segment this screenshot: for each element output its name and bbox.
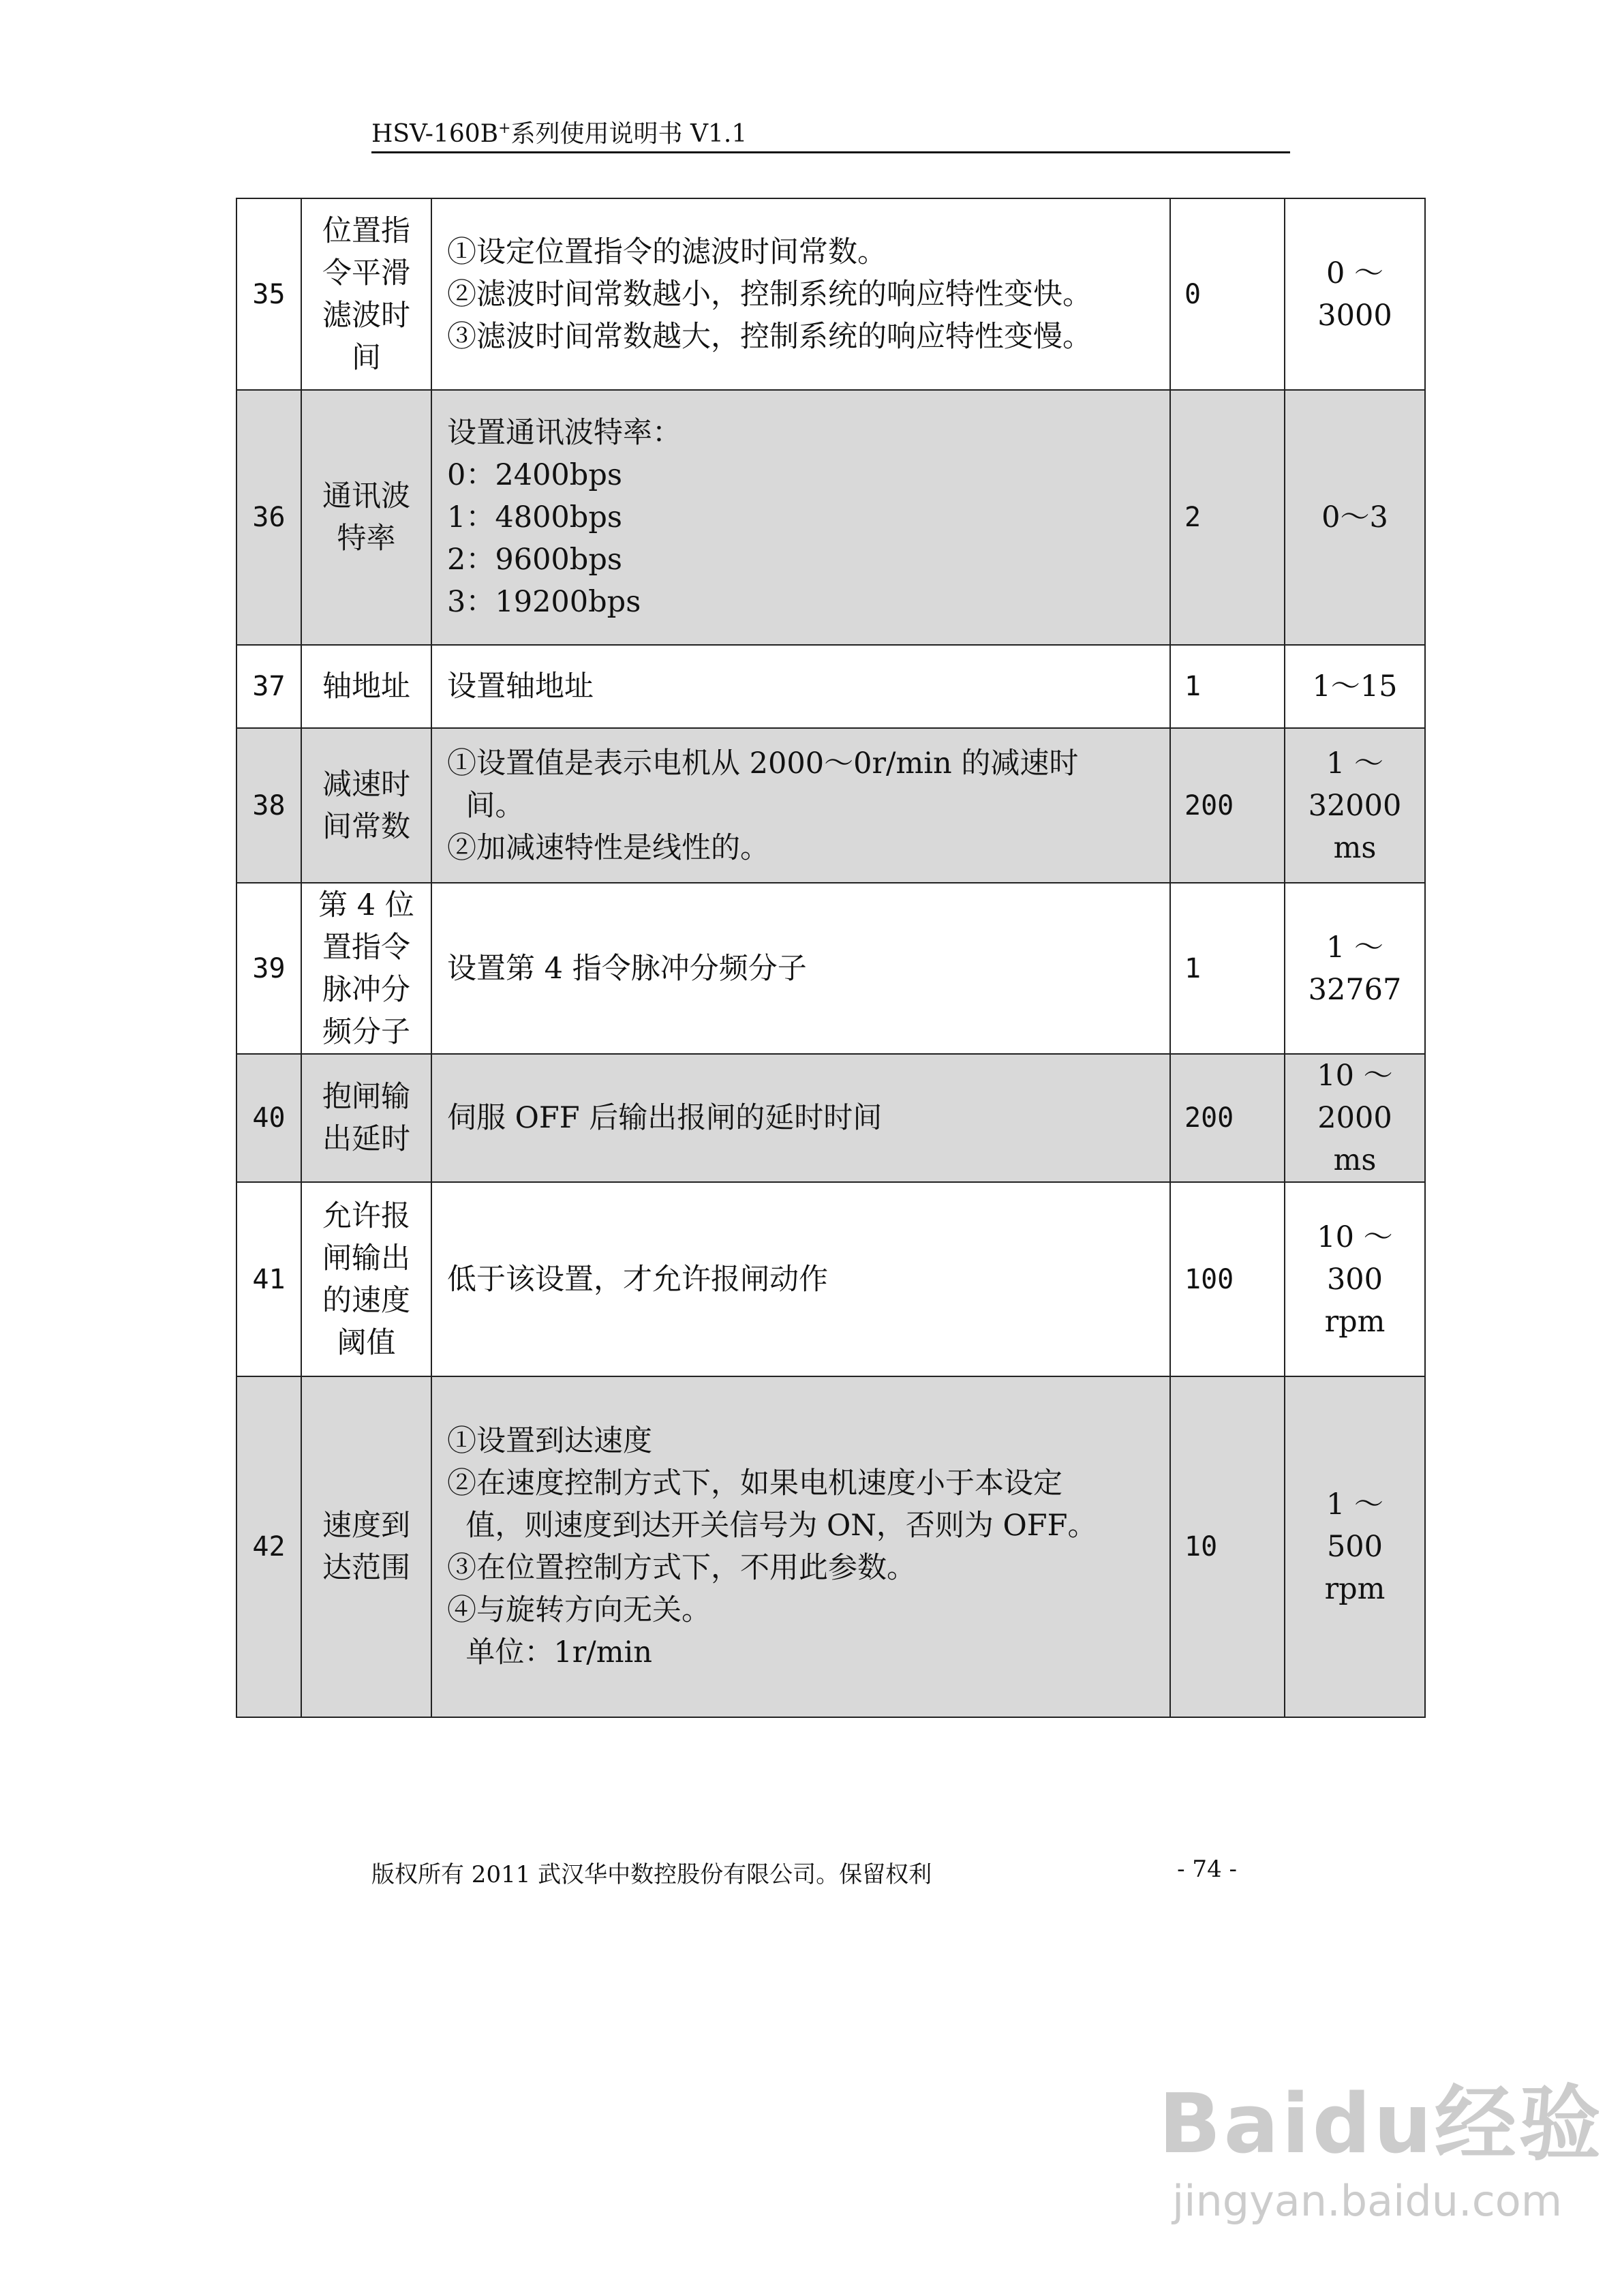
param-range: 1 ～ 32767 [1285, 883, 1425, 1054]
param-number: 36 [236, 390, 301, 645]
description-line: ②加减速特性是线性的。 [447, 830, 769, 865]
table-row [236, 1054, 1425, 1182]
param-number: 40 [236, 1054, 301, 1182]
description-line: ②滤波时间常数越小，控制系统的响应特性变快。 [447, 277, 1092, 312]
description-line: 0：2400bps [447, 458, 622, 492]
param-number: 42 [236, 1376, 301, 1717]
param-name: 位置指令平滑滤波时间 [301, 198, 431, 390]
param-range: 10 ～ 2000 ms [1285, 1054, 1425, 1182]
param-default: 200 [1170, 1054, 1285, 1182]
table-row [236, 390, 1425, 645]
param-range: 0～3 [1285, 390, 1425, 645]
param-default: 1 [1170, 883, 1285, 1054]
header-title-suffix: 系列使用说明书 V1.1 [510, 120, 748, 148]
param-name: 第 4 位置指令脉冲分频分子 [301, 883, 431, 1054]
param-name: 速度到达范围 [301, 1376, 431, 1717]
description-line: 设置第 4 指令脉冲分频分子 [447, 951, 807, 986]
param-name: 抱闸输出延时 [301, 1054, 431, 1182]
param-name: 通讯波特率 [301, 390, 431, 645]
param-description [431, 1054, 1170, 1182]
description-line: ①设定位置指令的滤波时间常数。 [447, 235, 887, 269]
page-footer [371, 1856, 1237, 1889]
param-number: 38 [236, 728, 301, 883]
param-default: 100 [1170, 1182, 1285, 1376]
table-row [236, 728, 1425, 883]
description-line: ①设置到达速度 [447, 1424, 652, 1458]
param-name: 减速时间常数 [301, 728, 431, 883]
description-line: 单位：1r/min [447, 1635, 652, 1670]
param-description [431, 1182, 1170, 1376]
param-description [431, 390, 1170, 645]
param-description [431, 728, 1170, 883]
param-range: 1～15 [1285, 645, 1425, 728]
table-row [236, 883, 1425, 1054]
param-number: 39 [236, 883, 301, 1054]
baidu-watermark [1159, 2059, 1604, 2226]
description-line: ③滤波时间常数越大，控制系统的响应特性变慢。 [447, 319, 1092, 354]
param-description [431, 645, 1170, 728]
param-range: 10 ～ 300 rpm [1285, 1182, 1425, 1376]
description-line: 伺服 OFF 后输出报闸的延时时间 [447, 1101, 883, 1135]
parameter-table [236, 198, 1426, 1718]
description-line: 间。 [447, 788, 525, 823]
description-line: 1：4800bps [447, 500, 622, 534]
description-line: ④与旋转方向无关。 [447, 1593, 711, 1627]
param-default: 200 [1170, 728, 1285, 883]
document-header [371, 115, 747, 149]
table-row [236, 1376, 1425, 1717]
copyright-text: 版权所有 2011 武汉华中数控股份有限公司。保留权利 [371, 1861, 932, 1888]
param-description [431, 198, 1170, 390]
param-name: 轴地址 [301, 645, 431, 728]
watermark-brand: Baidu经验 [1159, 2077, 1604, 2172]
description-line: 低于该设置，才允许报闸动作 [447, 1262, 828, 1297]
table-row [236, 1182, 1425, 1376]
description-line: 3：19200bps [447, 585, 641, 619]
param-default: 1 [1170, 645, 1285, 728]
description-line: ③在位置控制方式下，不用此参数。 [447, 1551, 916, 1585]
description-line: 设置通讯波特率： [447, 416, 682, 450]
page-number: - 74 - [1177, 1856, 1237, 1883]
description-line: ①设置值是表示电机从 2000～0r/min 的减速时 [447, 746, 1079, 781]
header-superscript: + [498, 120, 511, 137]
description-line: 值，则速度到达开关信号为 ON，否则为 OFF。 [447, 1509, 1097, 1543]
param-name: 允许报闸输出的速度阈值 [301, 1182, 431, 1376]
watermark-url: jingyan.baidu.com [1172, 2176, 1563, 2226]
param-description [431, 883, 1170, 1054]
param-default: 2 [1170, 390, 1285, 645]
param-number: 35 [236, 198, 301, 390]
param-number: 41 [236, 1182, 301, 1376]
param-default: 10 [1170, 1376, 1285, 1717]
header-title: HSV-160B [371, 120, 499, 148]
description-line: 设置轴地址 [447, 669, 594, 704]
param-range: 0 ～ 3000 [1285, 198, 1425, 390]
description-line: ②在速度控制方式下，如果电机速度小于本设定 [447, 1466, 1062, 1500]
param-range: 1 ～ 500 rpm [1285, 1376, 1425, 1717]
table-row [236, 645, 1425, 728]
header-rule [371, 151, 1290, 153]
param-range: 1 ～ 32000 ms [1285, 728, 1425, 883]
param-number: 37 [236, 645, 301, 728]
param-default: 0 [1170, 198, 1285, 390]
table-row [236, 198, 1425, 390]
param-description [431, 1376, 1170, 1717]
description-line: 2：9600bps [447, 543, 622, 577]
